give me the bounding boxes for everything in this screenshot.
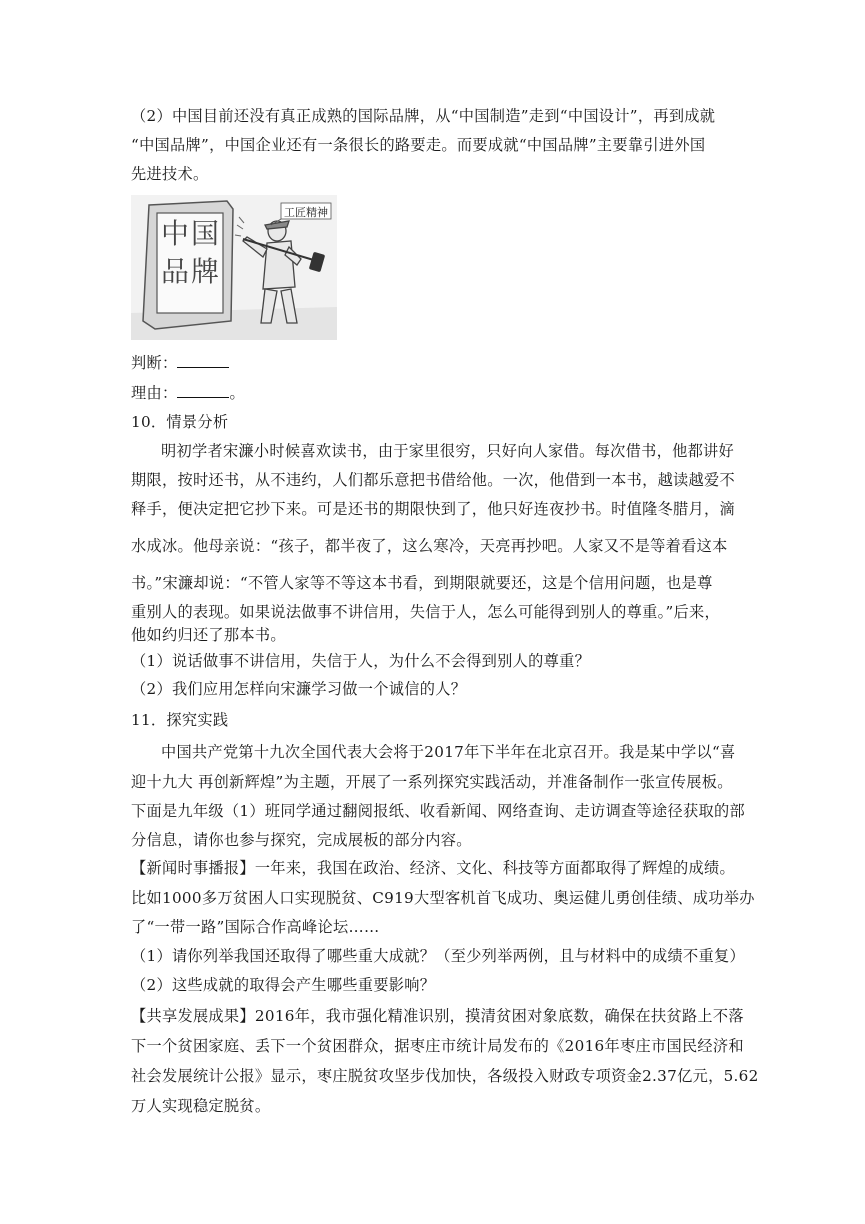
shared-section-line: 万人实现稳定脱贫。 (131, 1097, 271, 1115)
q10-heading: 10．情景分析 (131, 413, 229, 431)
q10-paragraph-line: 书。”宋濂却说：“不管人家等不等这本书看，到期限就要还，这是个信用问题，也是尊 (131, 574, 713, 592)
shared-section-line: 社会发展统计公报》显示，枣庄脱贫攻坚步伐加快，各级投入财政专项资金2.37亿元，5.62 (131, 1067, 759, 1085)
sign-char-3: 品 (161, 255, 190, 288)
reason-line (131, 383, 245, 403)
q10-paragraph-line: 水成冰。他母亲说：“孩子，都半夜了，这么寒冷，天亮再抄吧。人家又不是等着看这本 (131, 537, 728, 555)
q11-paragraph-line: 下面是九年级（1）班同学通过翻阅报纸、收看新闻、网络查询、走访调查等途径获取的部 (131, 802, 745, 820)
news-section-line: 了“一带一路”国际合作高峰论坛…… (131, 918, 380, 936)
q10-paragraph-line: 他如约归还了那本书。 (131, 626, 286, 644)
q10-question-1: （1）说话做事不讲信用，失信于人，为什么不会得到别人的尊重？ (131, 652, 591, 670)
sign-char-4: 牌 (191, 255, 220, 288)
q10-paragraph-line: 重别人的表现。如果说法做事不讲信用，失信于人，怎么可能得到别人的尊重。”后来， (131, 603, 720, 621)
q10-paragraph-line: 释手，便决定把它抄下来。可是还书的期限快到了，他只好连夜抄书。时值隆冬腊月，滴 (131, 500, 736, 518)
craftsmanship-illustration-svg (131, 195, 337, 340)
news-section-line: 比如1000多万贫困人口实现脱贫、C919大型客机首飞成功、奥运健儿勇创佳绩、成功举办 (131, 889, 755, 907)
shared-section-line: 【共享发展成果】2016年，我市强化精准识别，摸清贫困对象底数，确保在扶贫路上不落 (131, 1007, 744, 1025)
q9-part2-line-1: （2）中国目前还没有真正成熟的国际品牌，从“中国制造”走到“中国设计”，再到成就 (131, 107, 716, 125)
judgement-blank[interactable] (177, 353, 229, 368)
q9-part2-line-3: 先进技术。 (131, 165, 209, 183)
craftsmanship-illustration (131, 195, 337, 340)
sign-char-1: 中 (161, 217, 190, 250)
news-question-1: （1）请你列举我国还取得了哪些重大成就？（至少列举两例，且与材料中的成绩不重复） (131, 947, 745, 965)
reason-end-mark: 。 (229, 384, 245, 402)
sign-char-2: 国 (191, 217, 220, 250)
news-question-2: （2）这些成就的取得会产生哪些重要影响？ (131, 976, 436, 994)
news-section-line: 【新闻时事播报】一年来，我国在政治、经济、文化、科技等方面都取得了辉煌的成绩。 (131, 859, 736, 877)
q11-heading: 11．探究实践 (131, 711, 229, 729)
judgement-line (131, 353, 229, 373)
q11-paragraph-line: 分信息，请你也参与探究，完成展板的部分内容。 (131, 831, 472, 849)
q9-part2-line-2: “中国品牌”，中国企业还有一条很长的路要走。而要成就“中国品牌”主要靠引进外国 (131, 136, 706, 154)
judgement-label: 判断： (131, 354, 178, 372)
q10-paragraph-line: 明初学者宋濂小时候喜欢读书，由于家里很穷，只好向人家借。每次借书，他都讲好 (161, 442, 735, 460)
q10-paragraph-line: 期限，按时还书，从不违约，人们都乐意把书借给他。一次，他借到一本书，越读越爱不 (131, 471, 736, 489)
q11-paragraph-line: 迎十九大 再创新辉煌”为主题，开展了一系列探究实践活动，并准备制作一张宣传展板。 (131, 773, 733, 791)
q10-question-2: （2）我们应用怎样向宋濂学习做一个诚信的人？ (131, 680, 467, 698)
q11-paragraph-line: 中国共产党第十九次全国代表大会将于2017年下半年在北京召开。我是某中学以“喜 (161, 743, 736, 761)
reason-blank[interactable] (177, 383, 229, 398)
craftsmanship-label: 工匠精神 (284, 206, 328, 219)
reason-label: 理由： (131, 384, 178, 402)
shared-section-line: 下一个贫困家庭、丢下一个贫困群众，据枣庄市统计局发布的《2016年枣庄市国民经济和 (131, 1037, 744, 1055)
